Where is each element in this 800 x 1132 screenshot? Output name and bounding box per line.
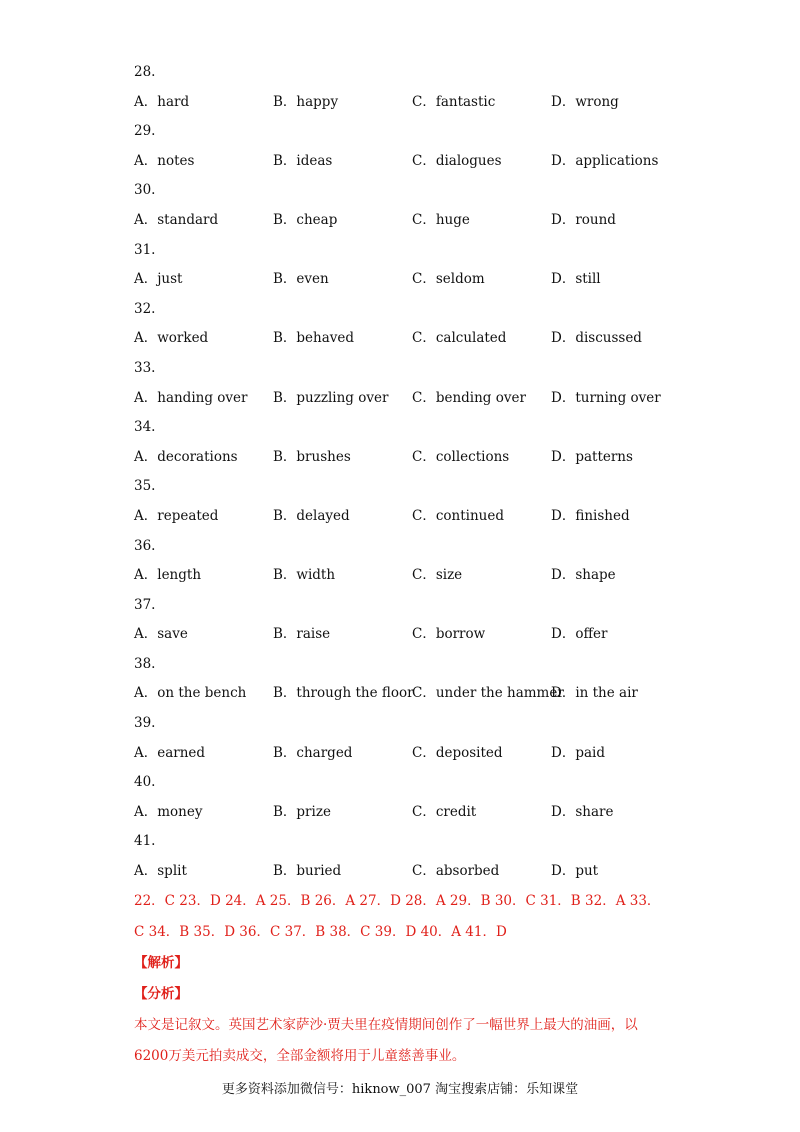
question-number: 40.	[134, 774, 156, 791]
question-item	[134, 768, 694, 827]
option-d: D．paid	[551, 744, 605, 761]
page-footer: 更多资料添加微信号：hiknow_007 淘宝搜索店铺：乐知课堂	[221, 1082, 579, 1097]
answer-key-line-1: 22．C 23．D 24．A 25．B 26．A 27．D 28．A 29．B 30．C 31．B 32．A 33．	[134, 893, 661, 909]
option-b: B．through the floor	[273, 685, 414, 702]
option-row	[134, 857, 694, 887]
option-d: D．put	[551, 863, 599, 880]
option-c: C．absorbed	[412, 863, 500, 880]
option-b: B．ideas	[273, 152, 333, 169]
option-c: C．dialogues	[412, 152, 502, 169]
option-row	[134, 443, 694, 473]
option-c: C．under the hammer	[412, 685, 564, 702]
option-a: A．length	[134, 567, 202, 584]
option-b: B．prize	[273, 803, 331, 820]
option-b: B．width	[273, 567, 336, 584]
option-a: A．just	[134, 271, 183, 288]
option-d: D．wrong	[551, 93, 619, 110]
question-number: 37.	[134, 596, 156, 613]
option-a: A．worked	[134, 330, 209, 347]
question-item	[134, 236, 694, 295]
option-a: A．hard	[134, 93, 190, 110]
option-d: D．applications	[551, 152, 659, 169]
question-number: 29.	[134, 123, 156, 140]
question-number: 38.	[134, 655, 156, 672]
option-c: C．credit	[412, 803, 477, 820]
option-a: A．standard	[134, 211, 219, 228]
option-c: C．bending over	[412, 389, 526, 406]
option-b: B．delayed	[273, 507, 350, 524]
option-c: C．collections	[412, 448, 510, 465]
option-d: D．finished	[551, 507, 630, 524]
question-number: 39.	[134, 715, 156, 732]
option-d: D．turning over	[551, 389, 661, 406]
option-a: A．handing over	[134, 389, 248, 406]
option-a: A．earned	[134, 744, 206, 761]
option-row	[134, 561, 694, 591]
option-d: D．share	[551, 803, 614, 820]
question-number: 36.	[134, 537, 156, 554]
question-number: 41.	[134, 833, 156, 850]
option-a: A．save	[134, 626, 188, 643]
question-item	[134, 176, 694, 235]
answer-section	[134, 886, 674, 1072]
option-row	[134, 206, 694, 236]
option-row	[134, 798, 694, 828]
option-b: B．puzzling over	[273, 389, 389, 406]
option-c: C．borrow	[412, 626, 486, 643]
option-row	[134, 384, 694, 414]
question-item	[134, 354, 694, 413]
option-row	[134, 147, 694, 177]
option-b: B．raise	[273, 626, 331, 643]
option-row	[134, 502, 694, 532]
fenxi-heading: 【分析】	[134, 986, 188, 1002]
question-item	[134, 591, 694, 650]
option-row	[134, 324, 694, 354]
option-b: B．brushes	[273, 448, 351, 465]
option-row	[134, 620, 694, 650]
option-c: C．size	[412, 567, 463, 584]
question-number: 30.	[134, 182, 156, 199]
option-d: D．offer	[551, 626, 608, 643]
question-number: 28.	[134, 64, 156, 80]
option-c: C．deposited	[412, 744, 503, 761]
option-row	[134, 88, 694, 118]
question-number: 32.	[134, 300, 156, 317]
option-row	[134, 265, 694, 295]
option-d: D．discussed	[551, 330, 642, 347]
option-b: B．cheap	[273, 211, 338, 228]
option-a: A．on the bench	[134, 685, 247, 702]
question-item	[134, 827, 694, 886]
option-a: A．money	[134, 803, 203, 820]
question-item	[134, 532, 694, 591]
option-d: D．patterns	[551, 448, 633, 465]
option-d: D．round	[551, 211, 616, 228]
option-b: B．behaved	[273, 330, 355, 347]
option-c: C．continued	[412, 507, 504, 524]
option-row	[134, 739, 694, 769]
question-item	[134, 472, 694, 531]
option-c: C．huge	[412, 211, 470, 228]
option-b: B．even	[273, 271, 329, 288]
question-item	[134, 58, 694, 117]
option-b: B．buried	[273, 863, 342, 880]
question-number: 35.	[134, 478, 156, 495]
analysis-text-2: 6200万美元拍卖成交，全部金额将用于儿童慈善事业。	[134, 1048, 466, 1064]
answer-key-line-2: C 34．B 35．D 36．C 37．B 38．C 39．D 40．A 41．D	[134, 924, 507, 940]
option-d: D．still	[551, 271, 601, 288]
question-item	[134, 295, 694, 354]
question-item	[134, 650, 694, 709]
option-b: B．happy	[273, 93, 339, 110]
option-c: C．fantastic	[412, 93, 496, 110]
option-c: C．seldom	[412, 271, 485, 288]
question-item	[134, 709, 694, 768]
option-a: A．repeated	[134, 507, 219, 524]
option-a: A．decorations	[134, 448, 238, 465]
question-number: 33.	[134, 359, 156, 376]
option-a: A．split	[134, 863, 187, 880]
question-item	[134, 117, 694, 176]
question-list	[134, 58, 694, 887]
option-d: D．in the air	[551, 685, 638, 702]
question-number: 31.	[134, 241, 156, 258]
option-a: A．notes	[134, 152, 195, 169]
question-number: 34.	[134, 419, 156, 436]
option-d: D．shape	[551, 567, 616, 584]
option-c: C．calculated	[412, 330, 507, 347]
analysis-text-1: 本文是记叙文。英国艺术家萨沙·贾夫里在疫情期间创作了一幅世界上最大的油画，以	[134, 1017, 638, 1033]
option-b: B．charged	[273, 744, 353, 761]
option-row	[134, 679, 694, 709]
jiexi-heading: 【解析】	[134, 955, 188, 971]
question-item	[134, 413, 694, 472]
